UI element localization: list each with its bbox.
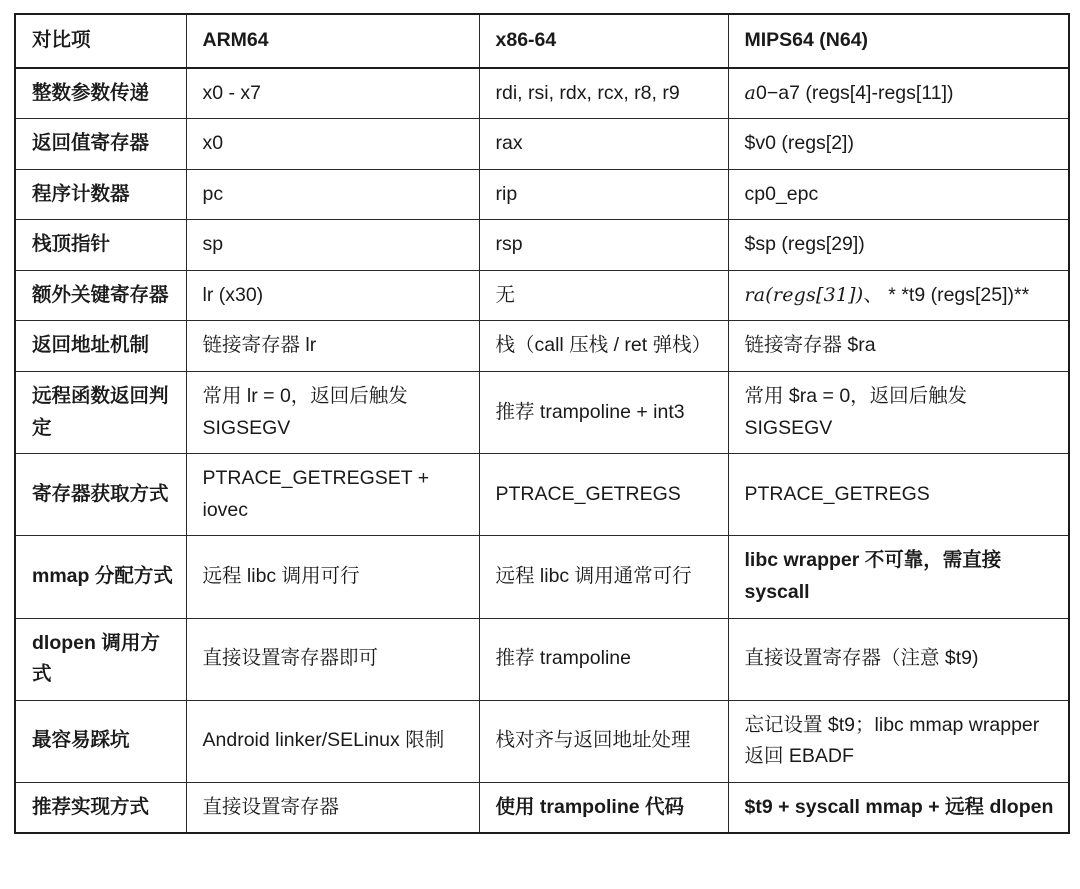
cell-x86-64: 使用 trampoline 代码 xyxy=(479,782,728,833)
column-header-mips64: MIPS64 (N64) xyxy=(728,14,1069,68)
cell-mips64: cp0_epc xyxy=(728,169,1069,220)
column-header-x86-64: x86-64 xyxy=(479,14,728,68)
table-row xyxy=(15,700,1069,782)
cell-arm64: PTRACE_GETREGSET + iovec xyxy=(186,454,479,536)
cell-mips64 xyxy=(728,68,1069,119)
table-row xyxy=(15,169,1069,220)
cell-mips64 xyxy=(728,270,1069,321)
cell-mips64: 常用 $ra = 0，返回后触发 SIGSEGV xyxy=(728,372,1069,454)
cell-mips64-text: 0−a7 (regs[4]-regs[11]) xyxy=(756,81,954,104)
cell-mips64: 链接寄存器 $ra xyxy=(728,321,1069,372)
cell-x86-64: 推荐 trampoline + int3 xyxy=(479,372,728,454)
table-row xyxy=(15,618,1069,700)
cell-arm64: Android linker/SELinux 限制 xyxy=(186,700,479,782)
table-header-row xyxy=(15,14,1069,68)
column-header-item: 对比项 xyxy=(15,14,186,68)
table-body xyxy=(15,68,1069,834)
architecture-comparison-table xyxy=(14,13,1070,834)
cell-arm64: pc xyxy=(186,169,479,220)
cell-mips64: 忘记设置 $t9；libc mmap wrapper 返回 EBADF xyxy=(728,700,1069,782)
table-row xyxy=(15,119,1069,170)
cell-mips64: $sp (regs[29]) xyxy=(728,220,1069,271)
cell-arm64: 远程 libc 调用可行 xyxy=(186,536,479,618)
row-header-label: mmap 分配方式 xyxy=(15,536,186,618)
cell-arm64: 链接寄存器 lr xyxy=(186,321,479,372)
cell-arm64: x0 xyxy=(186,119,479,170)
cell-arm64: 常用 lr = 0，返回后触发 SIGSEGV xyxy=(186,372,479,454)
cell-arm64: lr (x30) xyxy=(186,270,479,321)
cell-x86-64: 无 xyxy=(479,270,728,321)
math-italic-fragment: a xyxy=(744,81,757,104)
row-header-label: 栈顶指针 xyxy=(15,220,186,271)
cell-x86-64: rax xyxy=(479,119,728,170)
cell-mips64: $v0 (regs[2]) xyxy=(728,119,1069,170)
cell-mips64-text: 、 * *t9 (regs[25])** xyxy=(863,283,1030,306)
row-header-label: 整数参数传递 xyxy=(15,68,186,119)
row-header-label: 返回地址机制 xyxy=(15,321,186,372)
row-header-label: 程序计数器 xyxy=(15,169,186,220)
table-row xyxy=(15,782,1069,833)
row-header-label: dlopen 调用方式 xyxy=(15,618,186,700)
cell-x86-64: rdi, rsi, rdx, rcx, r8, r9 xyxy=(479,68,728,119)
table-row xyxy=(15,536,1069,618)
cell-x86-64: 栈对齐与返回地址处理 xyxy=(479,700,728,782)
table-header xyxy=(15,14,1069,68)
cell-x86-64: rip xyxy=(479,169,728,220)
row-header-label: 远程函数返回判定 xyxy=(15,372,186,454)
table-row xyxy=(15,220,1069,271)
comparison-table-container xyxy=(14,13,1068,834)
column-header-arm64: ARM64 xyxy=(186,14,479,68)
cell-mips64: 直接设置寄存器（注意 $t9) xyxy=(728,618,1069,700)
cell-arm64: 直接设置寄存器即可 xyxy=(186,618,479,700)
cell-x86-64: 远程 libc 调用通常可行 xyxy=(479,536,728,618)
row-header-label: 最容易踩坑 xyxy=(15,700,186,782)
cell-arm64: x0 - x7 xyxy=(186,68,479,119)
row-header-label: 额外关键寄存器 xyxy=(15,270,186,321)
cell-mips64: libc wrapper 不可靠，需直接 syscall xyxy=(728,536,1069,618)
cell-x86-64: 推荐 trampoline xyxy=(479,618,728,700)
math-italic-fragment: ra(regs[31]) xyxy=(744,283,864,306)
cell-arm64: sp xyxy=(186,220,479,271)
cell-x86-64: 栈（call 压栈 / ret 弹栈） xyxy=(479,321,728,372)
table-row xyxy=(15,68,1069,119)
table-row xyxy=(15,454,1069,536)
table-row xyxy=(15,270,1069,321)
cell-arm64: 直接设置寄存器 xyxy=(186,782,479,833)
row-header-label: 返回值寄存器 xyxy=(15,119,186,170)
row-header-label: 寄存器获取方式 xyxy=(15,454,186,536)
row-header-label: 推荐实现方式 xyxy=(15,782,186,833)
table-row xyxy=(15,372,1069,454)
table-row xyxy=(15,321,1069,372)
cell-x86-64: PTRACE_GETREGS xyxy=(479,454,728,536)
cell-mips64: PTRACE_GETREGS xyxy=(728,454,1069,536)
cell-mips64: $t9 + syscall mmap + 远程 dlopen xyxy=(728,782,1069,833)
cell-x86-64: rsp xyxy=(479,220,728,271)
